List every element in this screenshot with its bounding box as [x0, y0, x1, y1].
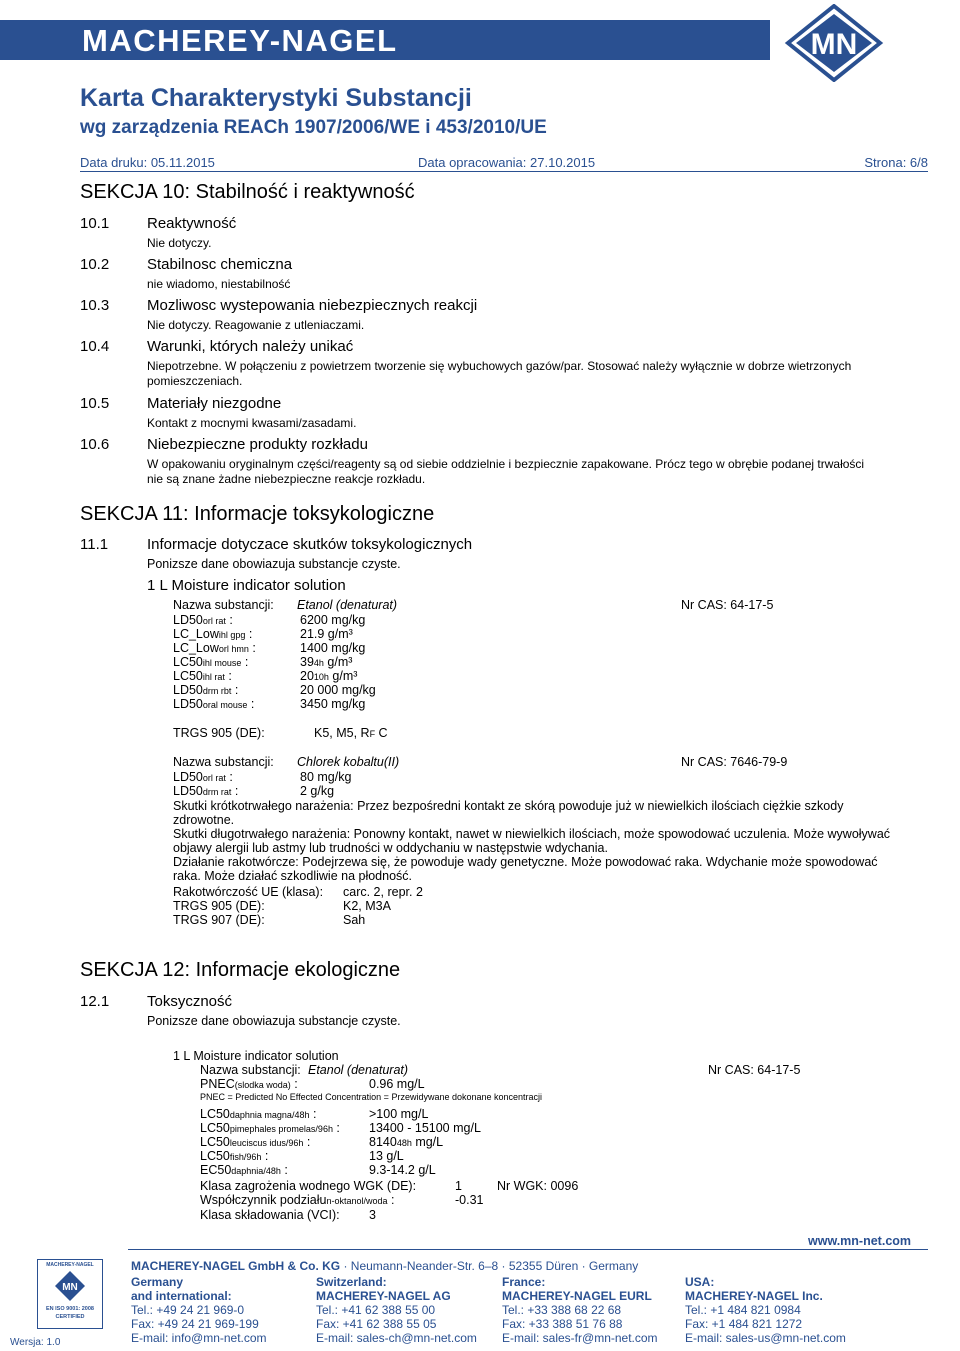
item-title: Niebezpieczne produkty rozkładu	[147, 436, 368, 453]
cert-standard: EN ISO 9001: 2008	[45, 1306, 94, 1312]
item-text: nie wiadomo, niestabilność	[147, 277, 291, 291]
tox-label: LD50oral mouse :	[173, 697, 255, 711]
cert-brand: MACHEREY-NAGEL	[46, 1262, 94, 1268]
classification-value: Sah	[343, 913, 366, 927]
eco-label: EC50daphnia/48h :	[200, 1163, 288, 1177]
classification-label: TRGS 905 (DE):	[173, 899, 265, 913]
footer-fax: Fax: +41 62 388 55 05	[316, 1317, 437, 1331]
tox-label: LD50orl rat :	[173, 613, 233, 627]
certification-badge	[37, 1259, 103, 1329]
eco-value: 13400 - 15100 mg/L	[369, 1121, 481, 1135]
item-text: Nie dotyczy.	[147, 236, 212, 250]
print-date: Data druku: 05.11.2015	[80, 155, 215, 170]
wgk-label: Klasa zagrożenia wodnego WGK (DE):	[200, 1179, 417, 1193]
page-number: Strona: 6/8	[864, 155, 928, 170]
cas-number: Nr CAS: 64-17-5	[708, 1063, 801, 1077]
tox-value: 2 g/kg	[300, 784, 335, 798]
item-number: 10.6	[80, 436, 110, 453]
pnec-label: PNEC(slodka woda) :	[200, 1077, 298, 1091]
partition-label: Współczynnik podziałun-oktanol/woda :	[200, 1193, 395, 1207]
pnec-note: PNEC = Predicted No Effected Concentration = Przewidywane dokonane koncentracji	[200, 1092, 543, 1102]
footer-col-heading: USA:	[685, 1275, 715, 1289]
classification-label: Rakotwórczość UE (klasa):	[173, 885, 324, 899]
classification-label: TRGS 907 (DE):	[173, 913, 265, 927]
hazard-text: zdrowotne.	[173, 813, 235, 827]
eco-label: LC50daphnia magna/48h :	[200, 1107, 317, 1121]
eco-value: 9.3-14.2 g/L	[369, 1163, 436, 1177]
item-text: Nie dotyczy. Reagowanie z utleniaczami.	[147, 318, 365, 332]
item-number: 12.1	[80, 993, 110, 1010]
classification-value: carc. 2, repr. 2	[343, 885, 423, 899]
footer-email[interactable]: E-mail: sales-fr@mn-net.com	[502, 1331, 658, 1345]
section-12-title: SEKCJA 12: Informacje ekologiczne	[80, 959, 401, 981]
item-number: 10.2	[80, 256, 110, 273]
footer-phone: Tel.: +49 24 21 969-0	[131, 1303, 245, 1317]
footer-fax: Fax: +49 24 21 969-199	[131, 1317, 259, 1331]
eco-value: 814048h mg/L	[369, 1135, 444, 1149]
tox-label: LC50ihl rat :	[173, 669, 232, 683]
tox-label: LC_Loworl hmn :	[173, 641, 256, 655]
footer-fax: Fax: +33 388 51 76 88	[502, 1317, 623, 1331]
hazard-text: Skutki długotrwałego narażenia: Ponowny kontakt, nawet w niewielkich ilościach, może spowodować uczulenia. Może wywoływać	[173, 827, 891, 841]
trgs-label: TRGS 905 (DE):	[173, 726, 265, 740]
item-number: 11.1	[80, 536, 109, 553]
item-title: Reaktywność	[147, 215, 237, 232]
footer-col-heading: Germany	[131, 1275, 184, 1289]
wgk-number: Nr WGK: 0096	[497, 1179, 579, 1193]
company-address: MACHEREY-NAGEL GmbH & Co. KG · Neumann-Neander-Str. 6–8 · 52355 Düren · Germany	[131, 1259, 639, 1273]
substance-name: Chlorek kobaltu(II)	[297, 755, 400, 769]
eco-label: LC50pimephales promelas/96h :	[200, 1121, 340, 1135]
footer-phone: Tel.: +1 484 821 0984	[685, 1303, 801, 1317]
website-link[interactable]: www.mn-net.com	[808, 1234, 912, 1248]
substance-name: Etanol (denaturat)	[297, 598, 398, 612]
tox-label: LD50drm rbt :	[173, 683, 239, 697]
wgk-value: 1	[455, 1179, 462, 1193]
item-text: Niepotrzebne. W połączeniu z powietrzem tworzenie się wybuchowych gazów/par. Stosować należy wyłącznie w dobrze wietrzonych	[147, 359, 852, 373]
footer-email[interactable]: E-mail: sales-ch@mn-net.com	[316, 1331, 477, 1345]
cas-number: Nr CAS: 64-17-5	[681, 598, 774, 612]
footer-fax: Fax: +1 484 821 1272	[685, 1317, 803, 1331]
footer-phone: Tel.: +41 62 388 55 00	[316, 1303, 436, 1317]
intro-text: Ponizsze dane obowiazuja substancje czyste.	[147, 557, 401, 571]
substance-name: Etanol (denaturat)	[308, 1063, 409, 1077]
cert-logo-icon	[54, 1270, 86, 1302]
item-text: nie są znane żadne niebezpieczne reakcje rozkładu.	[147, 472, 426, 486]
partition-value: -0.31	[455, 1193, 484, 1207]
product-name: 1 L Moisture indicator solution	[147, 577, 346, 594]
footer-col-heading: France:	[502, 1275, 546, 1289]
item-number: 10.1	[80, 215, 110, 232]
footer-divider	[128, 1249, 928, 1250]
item-number: 10.4	[80, 338, 110, 355]
tox-label: LC50ihl mouse :	[173, 655, 249, 669]
footer-col-heading: MACHEREY-NAGEL AG	[316, 1289, 451, 1303]
tox-value: 3450 mg/kg	[300, 697, 366, 711]
pnec-value: 0.96 mg/L	[369, 1077, 425, 1091]
section-11-title: SEKCJA 11: Informacje toksykologiczne	[80, 503, 435, 525]
vci-value: 3	[369, 1208, 376, 1222]
item-title: Mozliwosc wystepowania niebezpiecznych reakcji	[147, 297, 478, 314]
tox-label: LD50orl rat :	[173, 770, 233, 784]
header-info-line	[80, 155, 928, 172]
hazard-text: objawy alergii lub astmy lub trudności w oddychaniu w następstwie wdychania.	[173, 841, 608, 855]
tox-label: LD50drm rat :	[173, 784, 239, 798]
tox-value: 1400 mg/kg	[300, 641, 366, 655]
document-title: Karta Charakterystyki Substancji	[80, 84, 472, 112]
document-subtitle: wg zarządzenia REACh 1907/2006/WE i 453/2010/UE	[80, 117, 547, 138]
item-title: Materiały niezgodne	[147, 395, 282, 412]
footer-email[interactable]: E-mail: info@mn-net.com	[131, 1331, 267, 1345]
item-title: Informacje dotyczace skutków toksykologicznych	[147, 536, 473, 553]
tox-value: 21.9 g/m³	[300, 627, 353, 641]
footer-col-heading: and international:	[131, 1289, 232, 1303]
tox-value: 80 mg/kg	[300, 770, 352, 784]
footer-email[interactable]: E-mail: sales-us@mn-net.com	[685, 1331, 846, 1345]
svg-text:MN: MN	[62, 1282, 78, 1293]
item-title: Warunki, których należy unikać	[147, 338, 354, 355]
product-name: 1 L Moisture indicator solution	[173, 1049, 339, 1063]
eco-value: >100 mg/L	[369, 1107, 429, 1121]
item-text: Kontakt z mocnymi kwasami/zasadami.	[147, 416, 357, 430]
edit-date: Data opracowania: 27.10.2015	[418, 155, 596, 170]
footer-col-heading: MACHEREY-NAGEL Inc.	[685, 1289, 823, 1303]
brand-name: MACHEREY-NAGEL	[82, 23, 398, 58]
mn-logo-icon	[784, 4, 884, 82]
item-text: pomieszczeniach.	[147, 374, 243, 388]
footer-col-heading: MACHEREY-NAGEL EURL	[502, 1289, 652, 1303]
substance-label: Nazwa substancji:	[173, 755, 274, 769]
classification-value: K2, M3A	[343, 899, 391, 913]
tox-value: 2010h g/m³	[300, 669, 358, 683]
eco-label: LC50leuciscus idus/96h :	[200, 1135, 311, 1149]
item-number: 10.3	[80, 297, 110, 314]
version-label: Wersja: 1.0	[10, 1337, 61, 1348]
cert-label: CERTIFIED	[55, 1314, 85, 1320]
trgs-value: K5, M5, RF C	[314, 726, 388, 740]
item-title: Stabilnosc chemiczna	[147, 256, 293, 273]
cas-number: Nr CAS: 7646-79-9	[681, 755, 788, 769]
tox-value: 20 000 mg/kg	[300, 683, 376, 697]
eco-label: LC50fish/96h :	[200, 1149, 269, 1163]
item-number: 10.5	[80, 395, 110, 412]
substance-label: Nazwa substancji:	[173, 598, 274, 612]
intro-text: Ponizsze dane obowiazuja substancje czyste.	[147, 1014, 401, 1028]
tox-value: 394h g/m³	[300, 655, 353, 669]
footer-phone: Tel.: +33 388 68 22 68	[502, 1303, 622, 1317]
tox-label: LC_Lowihl gpg :	[173, 627, 253, 641]
hazard-text: Skutki krótkotrwałego narażenia: Przez bezpośredni kontakt ze skórą powoduje już w niewielkich ilościach ciężkie szkody	[173, 799, 844, 813]
section-10-title: SEKCJA 10: Stabilność i reaktywność	[80, 181, 415, 203]
logo-text: MN	[810, 28, 858, 61]
footer-col-heading: Switzerland:	[316, 1275, 387, 1289]
substance-label: Nazwa substancji:	[200, 1063, 301, 1077]
tox-value: 6200 mg/kg	[300, 613, 366, 627]
vci-label: Klasa składowania (VCI):	[200, 1208, 340, 1222]
item-text: W opakowaniu oryginalnym części/reagenty są od siebie oddzielnie i bezpiecznie zapakowane. Prócz tego w obrębie podanej trwałości	[147, 457, 865, 471]
eco-value: 13 g/L	[369, 1149, 404, 1163]
hazard-text: Działanie rakotwórcze: Podejrzewa się, że powoduje wady genetyczne. Może powodować raka. Wdychanie może spowodować	[173, 855, 878, 869]
item-title: Toksyczność	[147, 993, 233, 1010]
hazard-text: raka. Może działać szkodliwie na płodność.	[173, 869, 413, 883]
